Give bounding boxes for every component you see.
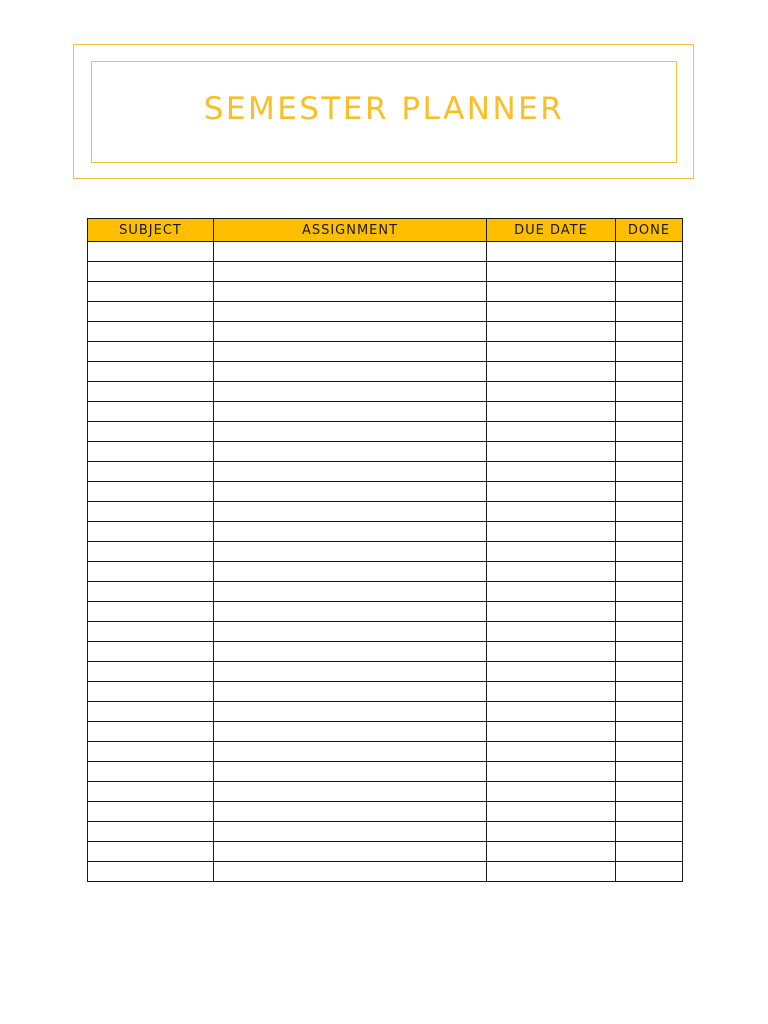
due-date-cell[interactable] [487, 842, 616, 862]
due-date-cell[interactable] [487, 662, 616, 682]
due-date-cell[interactable] [487, 362, 616, 382]
due-date-cell[interactable] [487, 602, 616, 622]
subject-cell[interactable] [88, 402, 214, 422]
done-cell[interactable] [616, 642, 683, 662]
done-cell[interactable] [616, 742, 683, 762]
header-done: DONE [616, 219, 683, 242]
assignment-cell[interactable] [214, 422, 487, 442]
table-row [88, 382, 683, 402]
done-cell[interactable] [616, 582, 683, 602]
subject-cell[interactable] [88, 642, 214, 662]
table-row [88, 722, 683, 742]
done-cell[interactable] [616, 302, 683, 322]
assignment-cell[interactable] [214, 562, 487, 582]
due-date-cell[interactable] [487, 482, 616, 502]
due-date-cell[interactable] [487, 382, 616, 402]
due-date-cell[interactable] [487, 502, 616, 522]
due-date-cell[interactable] [487, 402, 616, 422]
title-frame-inner [91, 61, 677, 163]
due-date-cell[interactable] [487, 822, 616, 842]
assignment-cell[interactable] [214, 302, 487, 322]
due-date-cell[interactable] [487, 642, 616, 662]
assignment-cell[interactable] [214, 742, 487, 762]
due-date-cell[interactable] [487, 582, 616, 602]
table-row [88, 402, 683, 422]
done-cell[interactable] [616, 242, 683, 262]
table-row [88, 562, 683, 582]
due-date-cell[interactable] [487, 242, 616, 262]
due-date-cell[interactable] [487, 282, 616, 302]
due-date-cell[interactable] [487, 562, 616, 582]
assignment-cell[interactable] [214, 782, 487, 802]
subject-cell[interactable] [88, 722, 214, 742]
done-cell[interactable] [616, 622, 683, 642]
subject-cell[interactable] [88, 302, 214, 322]
subject-cell[interactable] [88, 322, 214, 342]
assignment-cell[interactable] [214, 622, 487, 642]
page-title: SEMESTER PLANNER [203, 91, 565, 127]
due-date-cell[interactable] [487, 322, 616, 342]
subject-cell[interactable] [88, 662, 214, 682]
assignment-cell[interactable] [214, 862, 487, 882]
assignment-cell[interactable] [214, 322, 487, 342]
subject-cell[interactable] [88, 462, 214, 482]
table-row [88, 422, 683, 442]
subject-cell[interactable] [88, 482, 214, 502]
assignment-cell[interactable] [214, 242, 487, 262]
subject-cell[interactable] [88, 522, 214, 542]
assignment-cell[interactable] [214, 282, 487, 302]
due-date-cell[interactable] [487, 682, 616, 702]
done-cell[interactable] [616, 282, 683, 302]
subject-cell[interactable] [88, 622, 214, 642]
subject-cell[interactable] [88, 262, 214, 282]
subject-cell[interactable] [88, 282, 214, 302]
table-row [88, 602, 683, 622]
subject-cell[interactable] [88, 682, 214, 702]
table-row [88, 782, 683, 802]
assignment-cell[interactable] [214, 642, 487, 662]
assignment-cell[interactable] [214, 342, 487, 362]
done-cell[interactable] [616, 482, 683, 502]
assignment-cell[interactable] [214, 702, 487, 722]
table-row [88, 342, 683, 362]
assignment-cell[interactable] [214, 602, 487, 622]
table-row [88, 262, 683, 282]
subject-cell[interactable] [88, 602, 214, 622]
done-cell[interactable] [616, 822, 683, 842]
due-date-cell[interactable] [487, 542, 616, 562]
assignment-cell[interactable] [214, 682, 487, 702]
done-cell[interactable] [616, 682, 683, 702]
subject-cell[interactable] [88, 382, 214, 402]
assignment-cell[interactable] [214, 582, 487, 602]
assignment-cell[interactable] [214, 502, 487, 522]
assignment-cell[interactable] [214, 522, 487, 542]
table-row [88, 502, 683, 522]
subject-cell[interactable] [88, 862, 214, 882]
assignment-cell[interactable] [214, 402, 487, 422]
subject-cell[interactable] [88, 742, 214, 762]
due-date-cell[interactable] [487, 722, 616, 742]
done-cell[interactable] [616, 562, 683, 582]
table-row [88, 482, 683, 502]
table-row [88, 662, 683, 682]
table-row [88, 642, 683, 662]
table-row [88, 702, 683, 722]
header-subject: SUBJECT [88, 219, 214, 242]
subject-cell[interactable] [88, 502, 214, 522]
done-cell[interactable] [616, 702, 683, 722]
table-header-row [88, 219, 683, 242]
done-cell[interactable] [616, 362, 683, 382]
assignment-cell[interactable] [214, 382, 487, 402]
table-row [88, 862, 683, 882]
done-cell[interactable] [616, 402, 683, 422]
assignment-cell[interactable] [214, 662, 487, 682]
table-row [88, 282, 683, 302]
done-cell[interactable] [616, 722, 683, 742]
due-date-cell[interactable] [487, 422, 616, 442]
subject-cell[interactable] [88, 782, 214, 802]
due-date-cell[interactable] [487, 742, 616, 762]
table-row [88, 322, 683, 342]
table-row [88, 822, 683, 842]
done-cell[interactable] [616, 782, 683, 802]
done-cell[interactable] [616, 542, 683, 562]
planner-table [87, 218, 683, 882]
subject-cell[interactable] [88, 562, 214, 582]
table-row [88, 242, 683, 262]
header-due-date: DUE DATE [487, 219, 616, 242]
assignment-cell[interactable] [214, 822, 487, 842]
done-cell[interactable] [616, 262, 683, 282]
due-date-cell[interactable] [487, 342, 616, 362]
due-date-cell[interactable] [487, 302, 616, 322]
done-cell[interactable] [616, 422, 683, 442]
subject-cell[interactable] [88, 802, 214, 822]
assignment-cell[interactable] [214, 362, 487, 382]
done-cell[interactable] [616, 522, 683, 542]
assignment-cell[interactable] [214, 482, 487, 502]
assignment-cell[interactable] [214, 442, 487, 462]
assignment-cell[interactable] [214, 802, 487, 822]
due-date-cell[interactable] [487, 522, 616, 542]
due-date-cell[interactable] [487, 702, 616, 722]
table-row [88, 462, 683, 482]
table-row [88, 542, 683, 562]
done-cell[interactable] [616, 762, 683, 782]
assignment-cell[interactable] [214, 842, 487, 862]
assignment-cell[interactable] [214, 542, 487, 562]
subject-cell[interactable] [88, 342, 214, 362]
done-cell[interactable] [616, 862, 683, 882]
due-date-cell[interactable] [487, 802, 616, 822]
table-row [88, 622, 683, 642]
subject-cell[interactable] [88, 702, 214, 722]
done-cell[interactable] [616, 442, 683, 462]
due-date-cell[interactable] [487, 442, 616, 462]
table-row [88, 842, 683, 862]
due-date-cell[interactable] [487, 262, 616, 282]
due-date-cell[interactable] [487, 762, 616, 782]
table-row [88, 442, 683, 462]
done-cell[interactable] [616, 842, 683, 862]
done-cell[interactable] [616, 602, 683, 622]
subject-cell[interactable] [88, 822, 214, 842]
subject-cell[interactable] [88, 542, 214, 562]
due-date-cell[interactable] [487, 462, 616, 482]
table-row [88, 582, 683, 602]
subject-cell[interactable] [88, 362, 214, 382]
done-cell[interactable] [616, 462, 683, 482]
done-cell[interactable] [616, 382, 683, 402]
done-cell[interactable] [616, 802, 683, 822]
subject-cell[interactable] [88, 422, 214, 442]
due-date-cell[interactable] [487, 622, 616, 642]
table-row [88, 802, 683, 822]
assignment-cell[interactable] [214, 762, 487, 782]
done-cell[interactable] [616, 342, 683, 362]
due-date-cell[interactable] [487, 782, 616, 802]
subject-cell[interactable] [88, 842, 214, 862]
subject-cell[interactable] [88, 582, 214, 602]
due-date-cell[interactable] [487, 862, 616, 882]
assignment-cell[interactable] [214, 262, 487, 282]
assignment-cell[interactable] [214, 462, 487, 482]
table-body [88, 242, 683, 882]
done-cell[interactable] [616, 322, 683, 342]
subject-cell[interactable] [88, 242, 214, 262]
done-cell[interactable] [616, 662, 683, 682]
header-assignment: ASSIGNMENT [214, 219, 487, 242]
table-row [88, 762, 683, 782]
done-cell[interactable] [616, 502, 683, 522]
table-row [88, 682, 683, 702]
subject-cell[interactable] [88, 442, 214, 462]
table-row [88, 522, 683, 542]
table-row [88, 302, 683, 322]
table-row [88, 362, 683, 382]
assignment-cell[interactable] [214, 722, 487, 742]
table-row [88, 742, 683, 762]
subject-cell[interactable] [88, 762, 214, 782]
